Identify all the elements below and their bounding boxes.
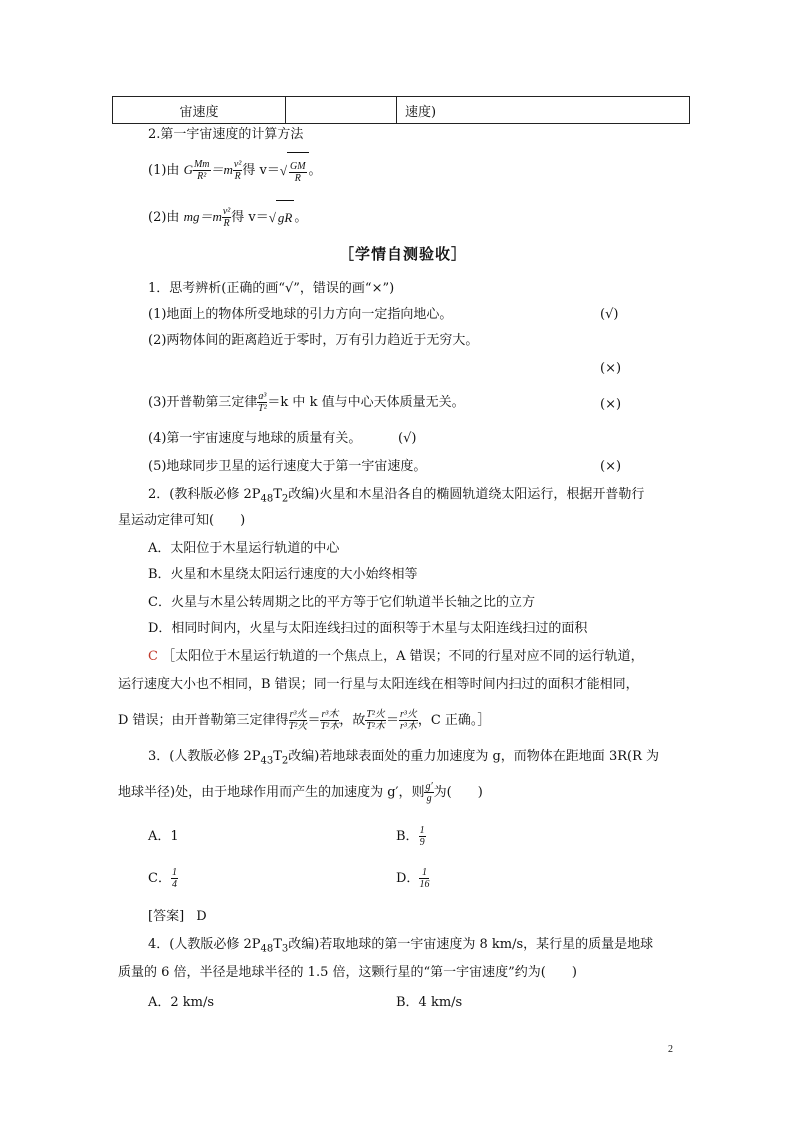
q2-exp-1: ［太阳位于木星运行轨道的一个焦点上，A 错误；不同的行星对应不同的运行轨道， — [162, 649, 644, 664]
formula-1-eq: ＝m — [210, 162, 233, 177]
formula-2-mg: mg＝m — [183, 209, 222, 224]
q1-item-3-a: (3)开普勒第三定律 — [148, 395, 258, 410]
q3-line-1 — [148, 750, 659, 767]
q1-mark-2: (×) — [600, 361, 622, 376]
sqrt-gm-r: √ $\frac{GM}{R}$ — [280, 152, 309, 189]
formula-1-G: G — [183, 162, 193, 177]
sqrt-gr: √ gR — [269, 200, 295, 235]
fraction-g-prime-g — [424, 781, 433, 804]
q1-item-4: (4)第一宇宙速度与地球的质量有关。 — [148, 431, 362, 446]
method-heading: 2.第一宇宙速度的计算方法 — [148, 127, 304, 142]
frac-den: T²木 — [366, 721, 385, 732]
frac-num: a³ — [258, 391, 267, 402]
option-label: D． — [396, 871, 420, 886]
frac-den: R — [234, 171, 241, 182]
table-row — [113, 97, 690, 124]
formula-2-mid: 得 v＝ — [231, 210, 269, 225]
answer-value: D — [196, 909, 207, 924]
formula-1-prefix: (1)由 — [148, 163, 180, 178]
q1-item-1: (1)地面上的物体所受地球的引力方向一定指向地心。 — [148, 307, 453, 322]
frac-num: 1 — [419, 867, 429, 879]
fraction-mm-r2 — [193, 159, 211, 182]
frac-den: T²木 — [320, 721, 340, 732]
fraction-1-16 — [419, 867, 429, 890]
q4-line-1-rest: 改编)若取地球的第一宇宙速度为 8 km/s，某行星的质量是地球 — [288, 937, 654, 952]
q4-line-1-a: 4．(人教版必修 2P — [148, 937, 261, 952]
frac-den: R — [294, 172, 301, 184]
q2-line-2: 星运动定律可知( ) — [118, 513, 246, 528]
t-subscript: 3 — [281, 943, 289, 955]
t-subscript: 2 — [281, 755, 289, 767]
q1-item-2: (2)两物体间的距离趋近于零时，万有引力趋近于无穷大。 — [148, 333, 479, 348]
page-subscript: 48 — [260, 943, 274, 955]
q3-t: T — [273, 749, 282, 764]
q1-mark-1: (√) — [600, 307, 619, 322]
frac-den: R² — [197, 171, 207, 182]
frac-num: v² — [222, 206, 231, 217]
fraction-r3-t2-jupiter — [320, 709, 339, 732]
q2-option-d: D．相同时间内，火星与太阳连线扫过的面积等于木星与太阳连线扫过的面积 — [148, 621, 588, 636]
q3-answer — [148, 910, 207, 923]
formula-2-prefix: (2)由 — [148, 210, 180, 225]
q3-option-b — [396, 820, 426, 854]
q2-exp-3-end: ，C 正确。］ — [417, 713, 491, 728]
q4-t: T — [273, 937, 282, 952]
q3-line-2-b: 为( ) — [433, 785, 483, 800]
q1-item-3 — [148, 386, 465, 420]
formula-2-end: 。 — [294, 210, 308, 225]
q3-line-1-rest: 改编)若地球表面处的重力加速度为 g，而物体在距地面 3R(R 为 — [288, 749, 659, 764]
q2-explanation-1 — [148, 650, 644, 663]
fraction-1-4 — [171, 867, 178, 890]
frac-den: 9 — [419, 837, 425, 848]
q2-line-1-rest: 改编)火星和木星沿各自的椭圆轨道绕太阳运行，根据开普勒行 — [288, 487, 645, 502]
table-cell — [286, 97, 397, 124]
q2-t: T — [273, 487, 282, 502]
q1-mark-4: (√) — [398, 431, 417, 446]
page-subscript: 43 — [260, 755, 274, 767]
sqrt-radicand: gR — [276, 200, 294, 235]
q1-mark-3: (×) — [600, 397, 622, 412]
q2-explanation-3 — [118, 704, 490, 738]
option-label: B． — [396, 829, 419, 844]
frac-num: T²火 — [366, 709, 385, 720]
q1-mark-5: (×) — [600, 459, 622, 474]
q2-explanation-2: 运行速度大小也不相同，B 错误；同一行星与太阳连线在相等时间内扫过的面积才能相同， — [118, 677, 639, 692]
formula-2 — [148, 200, 307, 234]
fraction-a3-t2 — [257, 391, 267, 414]
q2-answer-letter: C — [148, 649, 158, 664]
frac-den: g — [426, 793, 432, 804]
q3-line-1-a: 3．(人教版必修 2P — [148, 749, 261, 764]
fraction-1-9 — [419, 825, 426, 848]
frac-den: T² — [258, 403, 267, 414]
q4-line-1 — [148, 938, 653, 955]
answer-label: [答案] — [148, 909, 185, 924]
frac-num: v² — [233, 159, 242, 170]
frac-den: r³木 — [399, 721, 417, 732]
q2-line-1 — [148, 488, 644, 505]
frac-den: R — [223, 218, 230, 229]
fraction-v2-r — [233, 159, 242, 182]
frac-num: r³火 — [399, 709, 417, 720]
table-cell: 速度) — [397, 97, 690, 124]
fraction-r3-t2-mars — [289, 709, 308, 732]
q2-option-a: A．太阳位于木星运行轨道的中心 — [148, 541, 340, 556]
frac-num: GM — [289, 160, 306, 172]
q4-option-b: B．4 km/s — [396, 995, 463, 1010]
frac-num: 1 — [419, 825, 425, 836]
frac-num: 1 — [171, 867, 177, 878]
page-number: 2 — [668, 1044, 673, 1055]
frac-den: 4 — [171, 879, 177, 890]
option-label: C． — [148, 871, 171, 886]
formula-1 — [148, 152, 322, 188]
q2-exp-3-mid: ，故 — [339, 713, 366, 728]
frac-num: r³火 — [289, 709, 307, 720]
formula-1-mid: 得 v＝ — [242, 163, 280, 178]
q3-line-2 — [118, 776, 483, 810]
frac-num: r³木 — [321, 709, 339, 720]
t-subscript: 2 — [281, 493, 289, 505]
q3-option-a: A．1 — [148, 829, 179, 844]
top-table — [112, 96, 690, 124]
q2-exp-3-a: D 错误；由开普勒第三定律得 — [118, 713, 289, 728]
fraction-v2-r — [222, 206, 231, 229]
page-subscript: 48 — [260, 493, 274, 505]
q3-option-d — [396, 862, 429, 896]
frac-den: 16 — [419, 879, 430, 890]
q1-stem: 1．思考辨析(正确的画“√”，错误的画“×”) — [148, 281, 395, 296]
frac-den: T²火 — [288, 721, 308, 732]
q1-item-3-b: ＝k 中 k 值与中心天体质量无关。 — [267, 395, 465, 410]
equals: ＝ — [385, 713, 399, 728]
q4-option-a: A．2 km/s — [148, 995, 215, 1010]
q3-line-2-a: 地球半径)处，由于地球作用而产生的加速度为 g′，则 — [118, 785, 425, 800]
frac-num: Mm — [193, 159, 210, 170]
fraction-r3-ratio — [399, 709, 418, 732]
q2-option-c: C．火星与木星公转周期之比的平方等于它们轨道半长轴之比的立方 — [148, 595, 535, 610]
q1-item-5: (5)地球同步卫星的运行速度大于第一宇宙速度。 — [148, 459, 427, 474]
section-title: ［学情自测验收］ — [339, 245, 468, 263]
q4-line-2: 质量的 6 倍，半径是地球半径的 1.5 倍，这颗行星的“第一宇宙速度”约为( ) — [118, 965, 577, 980]
q2-line-1-a: 2．(教科版必修 2P — [148, 487, 261, 502]
q2-option-b: B．火星和木星绕太阳运行速度的大小始终相等 — [148, 567, 418, 582]
fraction-t2-ratio — [365, 709, 386, 732]
formula-1-end: 。 — [308, 163, 322, 178]
table-cell: 宙速度 — [113, 97, 286, 124]
q3-option-c — [148, 862, 178, 896]
equals: ＝ — [307, 713, 321, 728]
frac-num: g′ — [425, 781, 433, 792]
